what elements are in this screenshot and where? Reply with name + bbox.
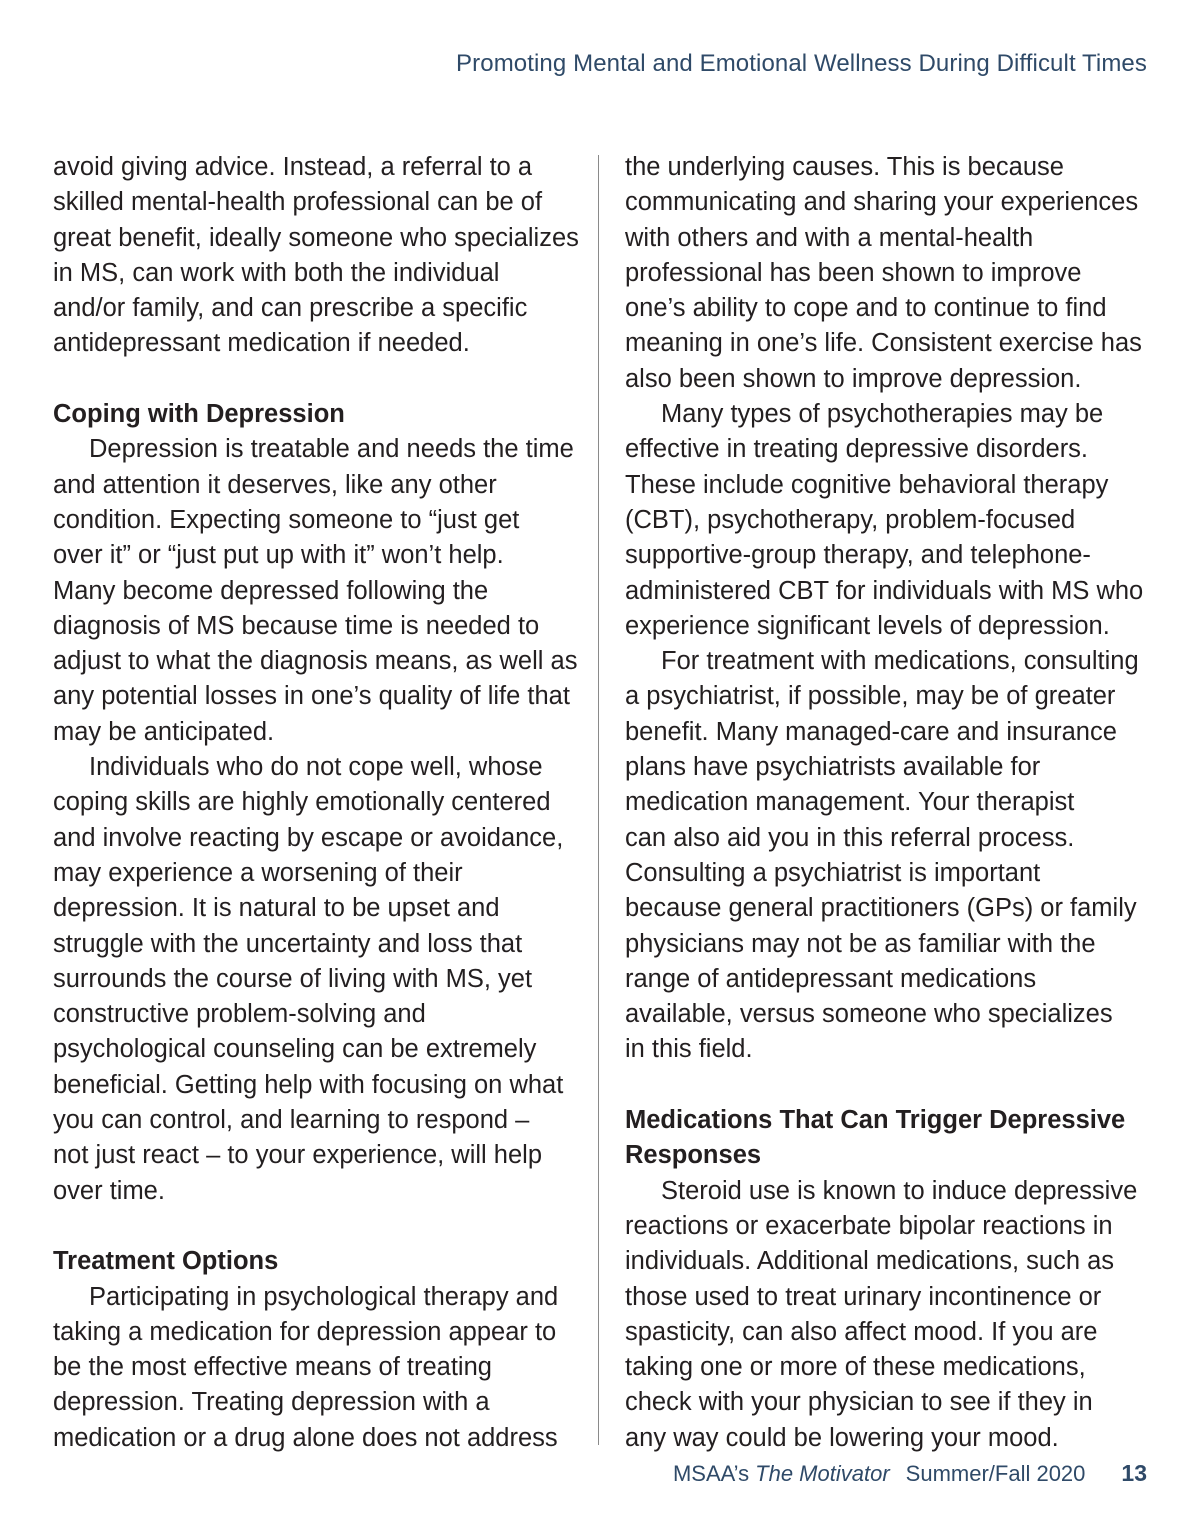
body-text-line: individuals. Additional medications, such as xyxy=(625,1247,1115,1276)
page-number: 13 xyxy=(1121,1460,1147,1486)
body-text-line: check with your physician to see if they in xyxy=(625,1388,1093,1417)
paragraph-spacer xyxy=(53,1209,593,1244)
body-text-line: in MS, can work with both the individual xyxy=(53,258,500,287)
running-header-title: Promoting Mental and Emotional Wellness During Difficult Times xyxy=(456,50,1147,77)
body-text-line: not just react – to your experience, will help xyxy=(53,1141,543,1170)
left-column xyxy=(53,150,593,1456)
body-text-line: Participating in psychological therapy and xyxy=(89,1282,559,1311)
paragraph-spacer xyxy=(53,362,593,397)
body-text-line: because general practitioners (GPs) or family xyxy=(625,894,1137,923)
section-heading: Coping with Depression xyxy=(53,400,345,429)
body-text-line: the underlying causes. This is because xyxy=(625,153,1064,181)
body-text-line: experience significant levels of depression. xyxy=(625,611,1110,640)
body-text-line: spasticity, can also affect mood. If you are xyxy=(625,1317,1098,1346)
body-text-line: surrounds the course of living with MS, yet xyxy=(53,964,533,993)
body-text-line: any way could be lowering your mood. xyxy=(625,1423,1059,1452)
body-text-line: physicians may not be as familiar with the xyxy=(625,929,1096,958)
footer-publication-name: The Motivator xyxy=(755,1461,890,1486)
body-text-line: psychological counseling can be extremely xyxy=(53,1035,537,1064)
body-text-line: any potential losses in one’s quality of life that xyxy=(53,682,570,711)
body-text-line: Individuals who do not cope well, whose xyxy=(89,753,543,782)
body-text-line: you can control, and learning to respond – xyxy=(53,1106,530,1135)
body-text-line: Many types of psychotherapies may be xyxy=(661,400,1104,429)
body-text-line: Consulting a psychiatrist is important xyxy=(625,858,1041,887)
body-text-line: one’s ability to cope and to continue to find xyxy=(625,294,1107,323)
body-text-line: Steroid use is known to induce depressive xyxy=(661,1176,1138,1205)
body-text-line: constructive problem-solving and xyxy=(53,1000,426,1029)
body-text-line: over it” or “just put up with it” won’t help. xyxy=(53,541,504,570)
body-text-line: reactions or exacerbate bipolar reactions in xyxy=(625,1211,1113,1240)
body-text-line: medication management. Your therapist xyxy=(625,788,1075,817)
section-heading: Treatment Options xyxy=(53,1247,279,1276)
body-text-line: communicating and sharing your experiences xyxy=(625,188,1139,217)
body-text-line: Depression is treatable and needs the time xyxy=(89,435,574,464)
body-text-line: and involve reacting by escape or avoidance, xyxy=(53,823,564,852)
body-text-line: medication or a drug alone does not address xyxy=(53,1423,558,1452)
body-text-line: supportive-group therapy, and telephone- xyxy=(625,541,1091,570)
body-text-line: adjust to what the diagnosis means, as well as xyxy=(53,647,578,676)
body-text-line: be the most effective means of treating xyxy=(53,1353,492,1382)
body-text-line: taking one or more of these medications, xyxy=(625,1353,1086,1382)
body-text-line: condition. Expecting someone to “just get xyxy=(53,505,520,534)
body-text-line: depression. It is natural to be upset and xyxy=(53,894,500,923)
body-text-line: with others and with a mental-health xyxy=(625,223,1034,252)
body-text-line: great benefit, ideally someone who specializes xyxy=(53,223,579,252)
body-text-line: plans have psychiatrists available for xyxy=(625,753,1041,782)
body-text-line: For treatment with medications, consulting xyxy=(661,647,1139,676)
column-divider xyxy=(598,155,599,1445)
body-text-line: effective in treating depressive disorders. xyxy=(625,435,1089,464)
body-text-line: avoid giving advice. Instead, a referral to a xyxy=(53,153,533,181)
body-text-line: range of antidepressant medications xyxy=(625,964,1037,993)
body-text-line: benefit. Many managed-care and insurance xyxy=(625,717,1117,746)
footer-issue: Summer/Fall 2020 xyxy=(905,1461,1086,1486)
body-text-line: may experience a worsening of their xyxy=(53,858,463,887)
body-text-line: a psychiatrist, if possible, may be of greater xyxy=(625,682,1116,711)
body-text-line: depression. Treating depression with a xyxy=(53,1388,490,1417)
body-text-line: antidepressant medication if needed. xyxy=(53,329,470,358)
body-text-line: and attention it deserves, like any other xyxy=(53,470,497,499)
body-text-line: coping skills are highly emotionally centered xyxy=(53,788,551,817)
right-column xyxy=(625,150,1155,1456)
body-text-line: may be anticipated. xyxy=(53,717,275,746)
page-footer xyxy=(673,1460,1147,1487)
body-text-line: taking a medication for depression appear to xyxy=(53,1317,557,1346)
body-text-line: available, versus someone who specializes xyxy=(625,1000,1113,1029)
body-text-line: skilled mental-health professional can be of xyxy=(53,188,543,217)
paragraph-spacer xyxy=(625,1068,1155,1103)
section-heading: Medications That Can Trigger Depressive xyxy=(625,1106,1126,1135)
body-text-line: those used to treat urinary incontinence or xyxy=(625,1282,1102,1311)
body-text-line: in this field. xyxy=(625,1035,753,1064)
body-text-line: beneficial. Getting help with focusing on what xyxy=(53,1070,564,1099)
body-text-line: meaning in one’s life. Consistent exercise has xyxy=(625,329,1142,358)
body-text-line: These include cognitive behavioral therapy xyxy=(625,470,1109,499)
body-text-line: over time. xyxy=(53,1176,165,1205)
body-text-line: Many become depressed following the xyxy=(53,576,489,605)
body-text-line: administered CBT for individuals with MS who xyxy=(625,576,1144,605)
body-text-line: also been shown to improve depression. xyxy=(625,364,1082,393)
body-text-line: can also aid you in this referral process. xyxy=(625,823,1075,852)
body-text-line: professional has been shown to improve xyxy=(625,258,1082,287)
body-text-line: (CBT), psychotherapy, problem-focused xyxy=(625,505,1076,534)
section-heading: Responses xyxy=(625,1141,762,1170)
body-text-line: struggle with the uncertainty and loss that xyxy=(53,929,523,958)
footer-publisher: MSAA’s xyxy=(672,1461,750,1486)
body-text-line: diagnosis of MS because time is needed to xyxy=(53,611,540,640)
body-text-line: and/or family, and can prescribe a specific xyxy=(53,294,528,323)
